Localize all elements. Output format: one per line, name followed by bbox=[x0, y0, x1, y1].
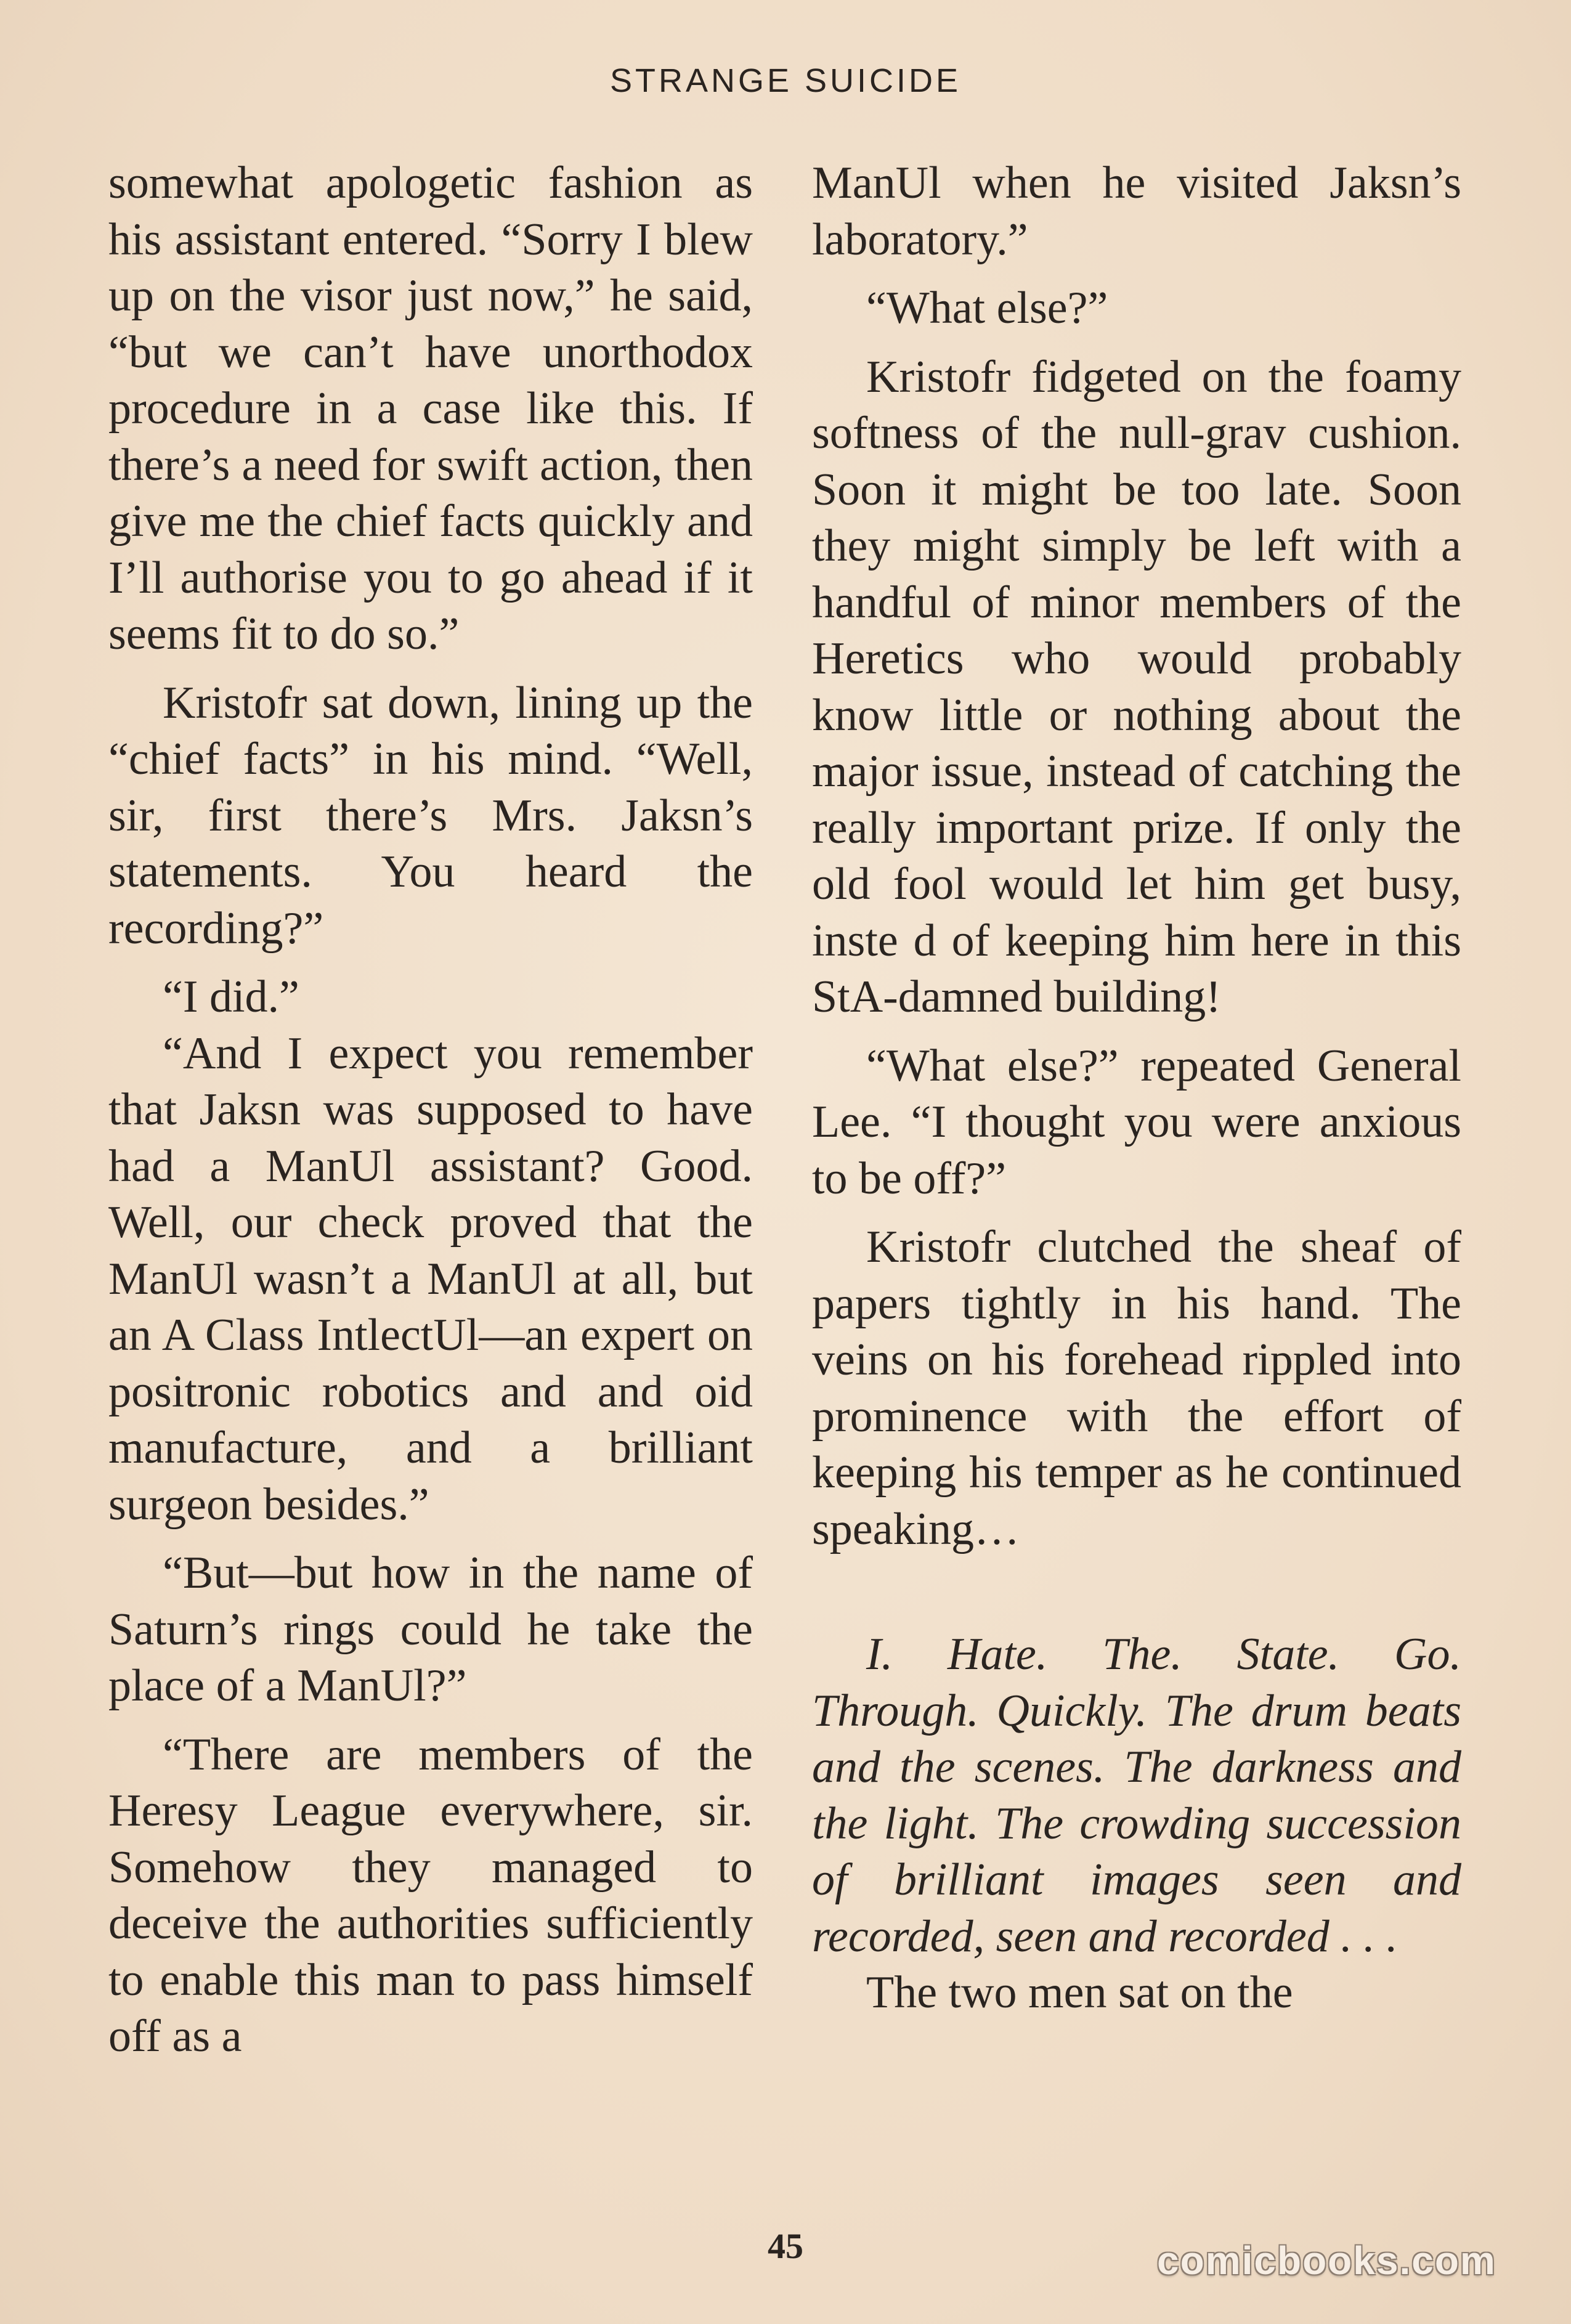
paragraph: ManUl when he visited Jaksn’s laboratory.” bbox=[812, 158, 1461, 265]
paragraph: “What else?” repeated General Lee. “I thought you were anxious to be off?” bbox=[812, 1040, 1461, 1204]
paragraph: “There are members of the Heresy League everywhere, sir. Somehow they managed to deceive the authorities sufficiently to enable this man to pass himself off as a bbox=[108, 1729, 753, 2062]
paragraph: The two men sat on the bbox=[866, 1967, 1293, 2018]
paragraph: “And I expect you remember that Jaksn was supposed to have had a ManUl assistant? Good. Well, our check proved that the ManUl wasn’t a ManUl at all, but an A Class IntlectUl—an expert on positronic robotics and and oid manufacture, and a brilliant surgeon besides.” bbox=[108, 1028, 753, 1530]
italic-passage: I. Hate. The. State. Go. Through. Quickly. The drum beats and the scenes. The darkness and the light. The crowding succession of brilliant images seen and recorded, seen and recorded . . . bbox=[812, 1629, 1461, 1962]
paragraph: Kristofr fidgeted on the foamy softness of the null-grav cushion. Soon it might be too late. Soon they might simply be left with a handful of minor members of the Heretics who would probably know little or nothing about the major issue, instead of catching the really important prize. If only the old fool would let him get busy, inste d of keeping him here in this StA-damned building! bbox=[812, 351, 1461, 1022]
paragraph: Kristofr sat down, lining up the “chief facts” in his mind. “Well, sir, first there’s Mrs. Jaksn’s statements. You heard the recording?” bbox=[108, 677, 753, 954]
paragraph: “I did.” bbox=[163, 972, 299, 1022]
left-column bbox=[108, 155, 753, 2078]
watermark-logo: comicbooks.com bbox=[1157, 2238, 1496, 2283]
right-column bbox=[812, 155, 1461, 2034]
paragraph: Kristofr clutched the sheaf of papers tightly in his hand. The veins on his forehead rippled into prominence with the effort of keeping his temper as he continued speaking… bbox=[812, 1222, 1461, 1554]
page-number: 45 bbox=[768, 2226, 803, 2266]
paragraph: “But—but how in the name of Saturn’s rings could he take the place of a ManUl?” bbox=[108, 1548, 753, 1711]
running-head: STRANGE SUICIDE bbox=[609, 62, 962, 99]
paragraph: “What else?” bbox=[866, 283, 1108, 333]
paragraph: somewhat apologetic fashion as his assistant entered. “Sorry I blew up on the visor just now,” he said, “but we can’t have unorthodox procedure in a case like this. If there’s a need for swift action, then give me the chief facts quickly and I’ll authorise you to go ahead if it seems fit to do so.” bbox=[108, 158, 753, 659]
